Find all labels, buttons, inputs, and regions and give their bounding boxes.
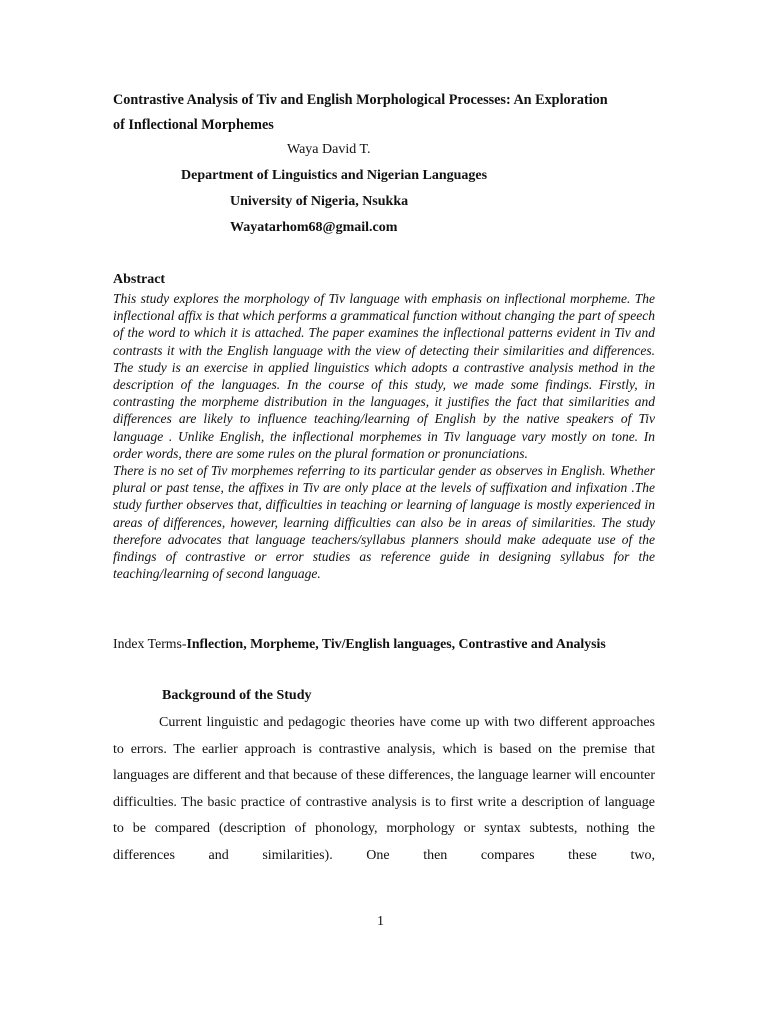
section-heading: Background of the Study: [162, 688, 312, 703]
abstract-paragraph: There is no set of Tiv morphemes referring to its particular gender as observes in English. Whether plural or past tense, the affixes in Tiv are only place at the levels of suffixation and infixation .The study further observes that, difficulties in teaching or learning of language is mostly experienced in areas of differences, however, learning difficulties can also be in areas of similarities. The study therefore advocates that language teachers/syllabus planners should make adequate use of the findings of contrastive or error studies as reference guide in designing syllabus for the teaching/learning of second language.: [113, 463, 655, 582]
paper-title-line-1: Contrastive Analysis of Tiv and English Morphological Processes: An Exploration: [113, 92, 608, 108]
author-department: Department of Linguistics and Nigerian Languages: [181, 168, 488, 183]
abstract-paragraph: This study explores the morphology of Tiv language with emphasis on inflectional morpheme. The inflectional affix is that which performs a grammatical function without changing the part of speech of the word to which it is attached. The paper examines the inflectional patterns evident in Tiv and contrasts it with the English language with the view of detecting their similarities and differences. The study is an exercise in applied linguistics which adopts a contrastive analysis method in the description of the languages. In the course of this study, we made some findings. Firstly, in contrasting the morpheme distribution in the languages, it justifies the fact that similarities and differences are likely to influence teaching/learning of English by the native speakers of Tiv language . Unlike English, the inflectional morphemes in Tiv language vary mostly on tone. In order words, there are some rules on the plural formation or pronunciations.: [113, 291, 655, 461]
paper-title-line-2: of Inflectional Morphemes: [113, 117, 274, 133]
author-email: Wayatarhom68@gmail.com: [230, 220, 398, 235]
body-paragraph: Current linguistic and pedagogic theories have come up with two different approaches to errors. The earlier approach is contrastive analysis, which is based on the premise that languages are different and that because of these differences, the language learner will encounter difficulties. The basic practice of contrastive analysis is to first write a description of language to be compared (description of phonology, morphology or syntax subtests, nothing the differences and similarities). One then compares these two,: [113, 715, 655, 863]
abstract-body: [113, 290, 655, 582]
index-terms-list: Inflection, Morpheme, Tiv/English languages, Contrastive and Analysis: [186, 636, 606, 651]
paper-title: [113, 88, 661, 138]
author-university: University of Nigeria, Nsukka: [230, 194, 409, 209]
index-terms-label: Index Terms-: [113, 636, 187, 651]
author-name: Waya David T.: [287, 142, 371, 157]
abstract-heading: Abstract: [113, 272, 166, 287]
index-terms: [113, 636, 606, 652]
page-number: 1: [377, 914, 384, 929]
